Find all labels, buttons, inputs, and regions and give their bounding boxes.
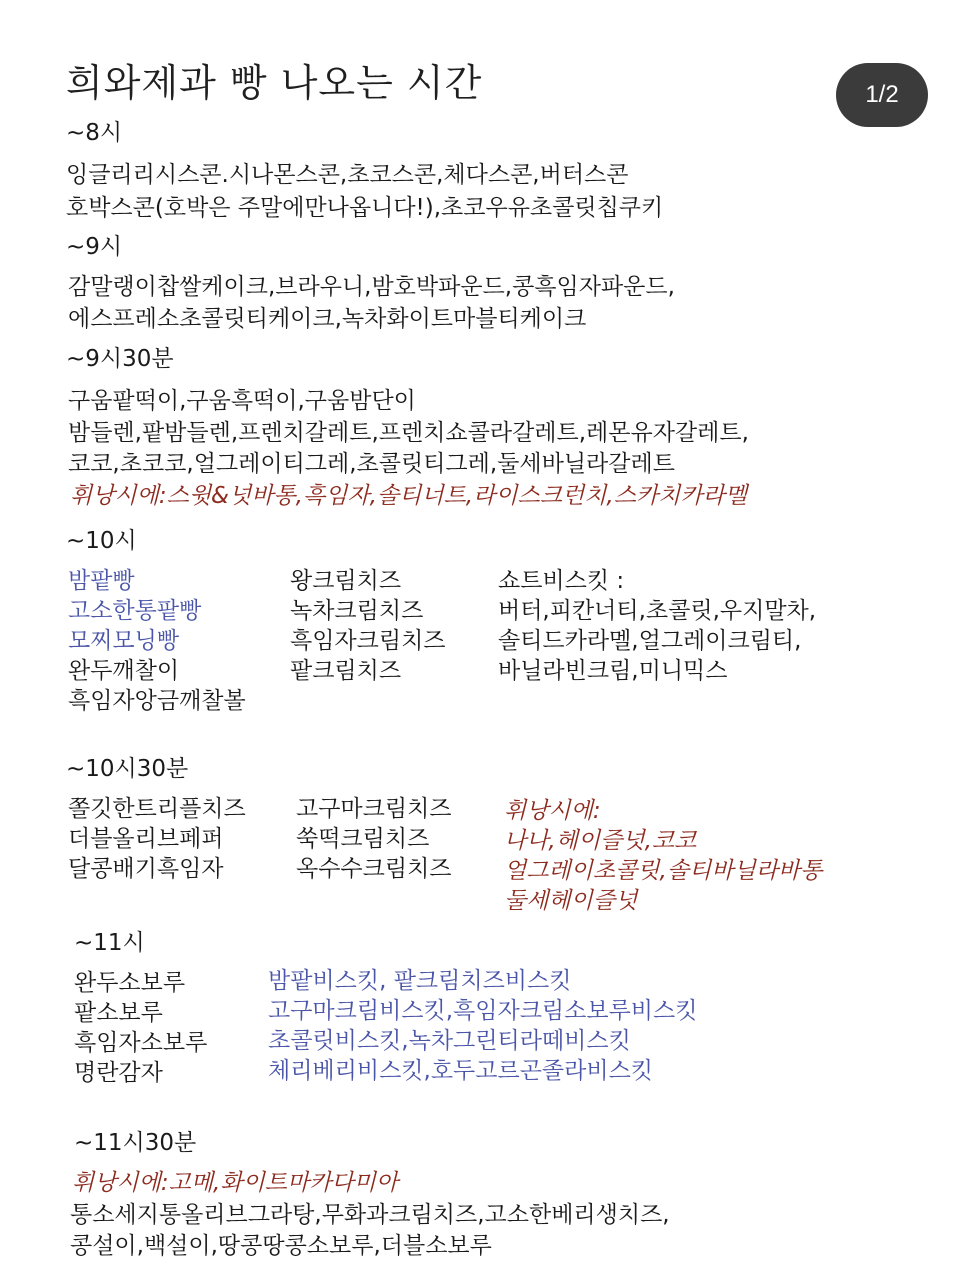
item-1030-c1-2: 더블올리브페퍼 (68, 826, 224, 852)
item-11-c2-4: 체리베리비스킷,호두고르곤졸라비스킷 (268, 1058, 654, 1084)
item-10-c1-5: 흑임자앙금깨찰볼 (68, 688, 246, 714)
note-1130: 휘낭시에:고메,화이트마카다미아 (72, 1170, 399, 1196)
line-9-2: 에스프레소초콜릿티케이크,녹차화이트마블티케이크 (68, 306, 587, 332)
col-1030-2 (296, 794, 452, 884)
col-1030-financier (504, 796, 822, 916)
line-8-1: 잉글리리시스콘.시나몬스콘,초코스콘,체다스콘,버터스콘 (66, 162, 629, 188)
item-10-c2-4: 팥크림치즈 (290, 658, 402, 684)
line-930-2: 밤들렌,팥밤들렌,프렌치갈레트,프렌치쇼콜라갈레트,레몬유자갈레트, (68, 420, 749, 446)
heading-10: ~10시 (66, 528, 137, 554)
item-1030-c1-1: 쫄깃한트리플치즈 (68, 796, 246, 822)
item-10-c3-1: 쇼트비스킷 : (498, 568, 625, 594)
page-title: 희와제과 빵 나오는 시간 (66, 61, 483, 105)
col-11-soboro (74, 968, 207, 1088)
line-930-1: 구움팥떡이,구움흑떡이,구움밤단이 (68, 388, 416, 414)
item-10-c2-1: 왕크림치즈 (290, 568, 402, 594)
item-11-c2-1: 밤팥비스킷, 팥크림치즈비스킷 (268, 968, 572, 994)
item-1030-c2-1: 고구마크림치즈 (296, 796, 452, 822)
item-11-c2-3: 초콜릿비스킷,녹차그린티라떼비스킷 (268, 1028, 631, 1054)
heading-8: ~8시 (66, 120, 123, 146)
item-10-c1-2: 고소한통팥빵 (68, 598, 202, 624)
item-11-c1-1: 완두소보루 (74, 970, 186, 996)
col-1030-1 (68, 794, 246, 884)
line-1130-1: 통소세지통올리브그라탕,무화과크림치즈,고소한베리생치즈, (70, 1202, 670, 1228)
note-930: 휘낭시에:스윗&넛바통,흑임자,솔티너트,라이스크런치,스카치카라멜 (70, 483, 748, 509)
col-10-shortbiscuit (498, 566, 816, 686)
heading-1030: ~10시30분 (66, 756, 189, 782)
item-10-c3-4: 바닐라빈크림,미니믹스 (498, 658, 728, 684)
item-10-c1-1: 밤팥빵 (68, 568, 135, 594)
line-1130-2: 콩설이,백설이,땅콩땅콩소보루,더블소보루 (70, 1233, 492, 1259)
line-8-2: 호박스콘(호박은 주말에만나옵니다!),초코우유초콜릿칩쿠키 (66, 195, 664, 221)
heading-9: ~9시 (66, 234, 123, 260)
item-1030-c3-2: 나나,헤이즐넛,코코 (504, 828, 697, 854)
item-10-c1-3: 모찌모닝빵 (68, 628, 180, 654)
item-1030-c2-3: 옥수수크림치즈 (296, 856, 452, 882)
item-10-c1-4: 완두깨찰이 (68, 658, 180, 684)
item-1030-c3-4: 둘세헤이즐넛 (504, 888, 638, 914)
col-10-breads (68, 566, 246, 716)
item-1030-c3-3: 얼그레이초콜릿,솔티바닐라바통 (504, 858, 823, 884)
item-10-c2-2: 녹차크림치즈 (290, 598, 424, 624)
item-11-c1-4: 명란감자 (74, 1060, 163, 1086)
col-10-creamcheese (290, 566, 446, 686)
item-1030-c2-2: 쑥떡크림치즈 (296, 826, 430, 852)
item-1030-c3-1: 휘낭시에: (504, 798, 601, 824)
item-10-c2-3: 흑임자크림치즈 (290, 628, 446, 654)
line-930-3: 코코,초코코,얼그레이티그레,초콜릿티그레,둘세바닐라갈레트 (68, 451, 675, 477)
heading-11: ~11시 (74, 930, 145, 956)
item-1030-c1-3: 달콩배기흑임자 (68, 856, 224, 882)
item-11-c1-2: 팥소보루 (74, 1000, 163, 1026)
col-11-biscuits (268, 966, 697, 1086)
item-11-c1-3: 흑임자소보루 (74, 1030, 208, 1056)
page-indicator[interactable]: 1/2 (836, 63, 928, 127)
heading-930: ~9시30분 (66, 346, 174, 372)
item-10-c3-2: 버터,피칸너티,초콜릿,우지말차, (498, 598, 817, 624)
line-9-1: 감말랭이찹쌀케이크,브라우니,밤호박파운드,콩흑임자파운드, (68, 274, 675, 300)
item-10-c3-3: 솔티드카라멜,얼그레이크림티, (498, 628, 802, 654)
item-11-c2-2: 고구마크림비스킷,흑임자크림소보루비스킷 (268, 998, 698, 1024)
heading-1130: ~11시30분 (74, 1130, 197, 1156)
